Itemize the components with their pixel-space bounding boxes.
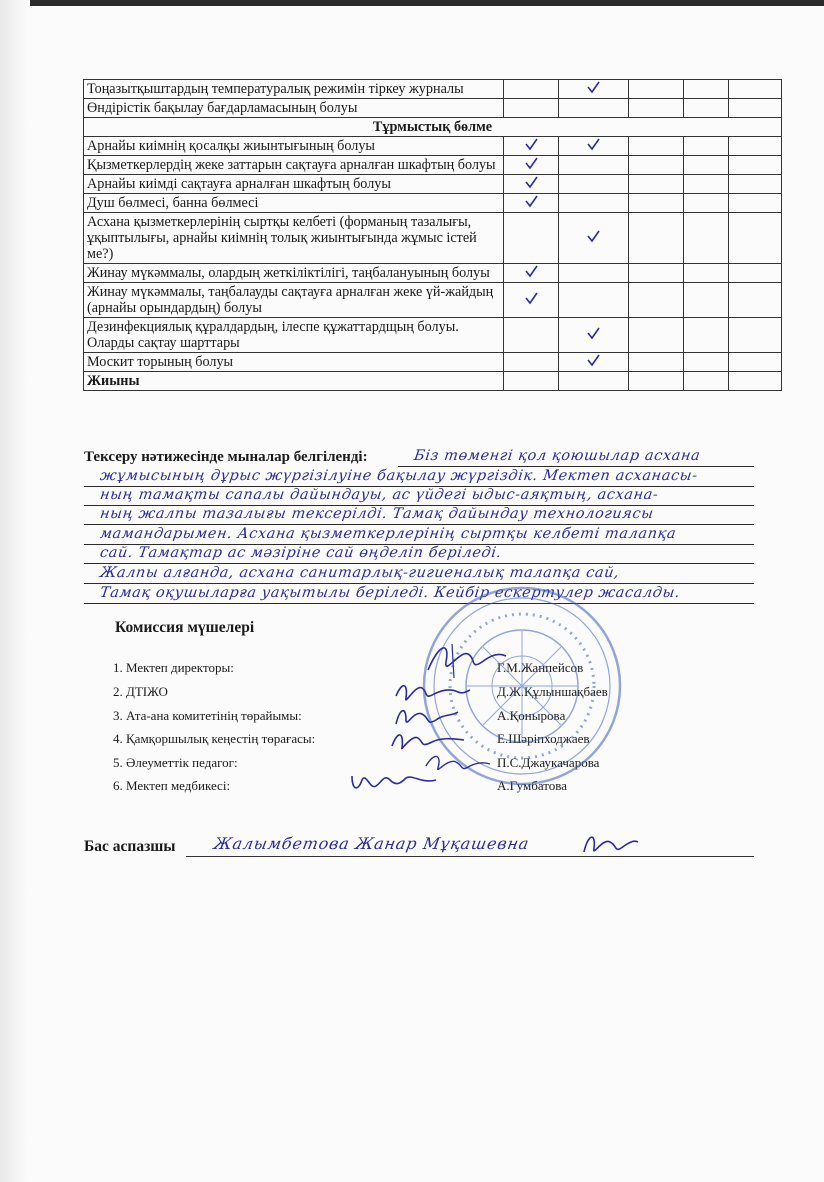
- checkmark-icon: [525, 265, 538, 278]
- mark-cell: [629, 80, 684, 99]
- mark-cell: [629, 175, 684, 194]
- mark-cell: [629, 264, 684, 283]
- mark-cell: [729, 194, 782, 213]
- mark-cell: [629, 318, 684, 353]
- checkmark-icon: [525, 292, 538, 305]
- handwritten-line: Тамақ оқушыларға уақытылы беріледі. Кейбір ескертулер жасалды.: [98, 585, 682, 601]
- mark-cell: [729, 99, 782, 118]
- table-row: [84, 137, 782, 156]
- handwritten-line: Жалпы алғанда, асхана санитарлық-гигиеналық талапқа сай,: [98, 565, 621, 581]
- table-row: [84, 118, 782, 137]
- mark-cell: [684, 264, 729, 283]
- member-role: 3. Ата-ана комитетінің төрайымы:: [113, 708, 302, 723]
- table-row: [84, 283, 782, 318]
- table-row: [84, 213, 782, 264]
- mark-cell: [559, 194, 629, 213]
- mark-cell: [629, 283, 684, 318]
- mark-cell: [629, 99, 684, 118]
- criterion-text: Асхана қызметкерлерінің сыртқы келбеті (форманың тазалығы, ұқыптылығы, арнайы киімнің толық жиынтығында жұмыс істей ме?): [84, 213, 504, 264]
- member-role: 1. Мектеп директоры:: [113, 660, 234, 675]
- handwritten-line: Біз төменгі қол қоюшылар асхана: [412, 448, 702, 464]
- chef-handwritten-name: Жалымбетова Жанар Мұқашевна: [212, 834, 531, 853]
- mark-cell: [629, 194, 684, 213]
- member-name: Г.М.Жанпейсов: [497, 660, 584, 675]
- ruled-line: [398, 466, 754, 467]
- mark-cell: [504, 175, 559, 194]
- criterion-text: Өндірістік бақылау бағдарламасының болуы: [84, 99, 504, 118]
- handwritten-line: сай. Тамақтар ас мәзіріне сай өңделіп беріледі.: [98, 545, 503, 561]
- criterion-text: Душ бөлмесі, банна бөлмесі: [84, 194, 504, 213]
- mark-cell: [559, 175, 629, 194]
- mark-cell: [684, 353, 729, 372]
- mark-cell: [559, 156, 629, 175]
- mark-cell: [559, 264, 629, 283]
- mark-cell: [629, 137, 684, 156]
- table-row: [84, 353, 782, 372]
- mark-cell: [504, 213, 559, 264]
- checkmark-icon: [525, 157, 538, 170]
- chef-label: Бас аспазшы: [84, 838, 176, 855]
- member-role: 2. ДТІЖО: [113, 684, 168, 699]
- mark-cell: [729, 137, 782, 156]
- mark-cell: [559, 372, 629, 391]
- table-row: [84, 372, 782, 391]
- member-name: П.С.Джаукачарова: [497, 755, 600, 770]
- table-row: [84, 99, 782, 118]
- mark-cell: [729, 264, 782, 283]
- mark-cell: [684, 283, 729, 318]
- mark-cell: [629, 372, 684, 391]
- paper-edge-shadow: [0, 0, 30, 1182]
- inspection-table: [83, 79, 782, 391]
- handwritten-line: ның тамақты сапалы дайындауы, ас үйдегі ыдыс-аяқтың, асхана-: [98, 487, 660, 503]
- mark-cell: [504, 372, 559, 391]
- criterion-text: Москит торының болуы: [84, 353, 504, 372]
- mark-cell: [559, 353, 629, 372]
- mark-cell: [684, 213, 729, 264]
- mark-cell: [684, 137, 729, 156]
- mark-cell: [684, 372, 729, 391]
- checkmark-icon: [587, 327, 600, 340]
- mark-cell: [559, 99, 629, 118]
- criterion-text: Дезинфекциялық құралдардың, ілеспе құжаттардщың болуы. Оларды сақтау шарттары: [84, 318, 504, 353]
- director-signature-icon: [420, 640, 510, 680]
- mark-cell: [559, 318, 629, 353]
- mark-cell: [559, 213, 629, 264]
- table-row: [84, 318, 782, 353]
- mark-cell: [729, 175, 782, 194]
- handwritten-line: жұмысының дұрыс жүргізілуіне бақылау жүргіздік. Мектеп асханасы-: [98, 468, 699, 484]
- chef-signature-icon: [580, 828, 640, 860]
- table-row: [84, 80, 782, 99]
- mark-cell: [684, 318, 729, 353]
- findings-label: Тексеру нәтижесінде мыналар белгіленді:: [84, 449, 368, 465]
- table-row: [84, 264, 782, 283]
- mark-cell: [504, 137, 559, 156]
- criterion-text: Арнайы киімнің қосалқы жиынтығының болуы: [84, 137, 504, 156]
- nurse-signature-icon: [348, 766, 438, 798]
- member-name: А.Гумбатова: [497, 778, 568, 793]
- mark-cell: [504, 353, 559, 372]
- checkmark-icon: [587, 81, 600, 94]
- table-row: [84, 194, 782, 213]
- section-header: Тұрмыстық бөлме: [84, 118, 782, 137]
- member-name: Е.Шәріпходжаев: [497, 731, 590, 746]
- criterion-text: Тоңазытқыштардың температуралық режимін тіркеу журналы: [84, 80, 504, 99]
- mark-cell: [629, 213, 684, 264]
- checkmark-icon: [587, 230, 600, 243]
- mark-cell: [559, 80, 629, 99]
- ruled-line: [84, 524, 754, 525]
- mark-cell: [504, 264, 559, 283]
- mark-cell: [684, 99, 729, 118]
- mark-cell: [729, 213, 782, 264]
- table-row: [84, 175, 782, 194]
- mark-cell: [629, 156, 684, 175]
- mark-cell: [729, 80, 782, 99]
- criterion-text: Қызметкерлердің жеке заттарын сақтауға арналған шкафтың болуы: [84, 156, 504, 175]
- commission-title: Комиссия мүшелері: [115, 619, 255, 636]
- mark-cell: [504, 194, 559, 213]
- member-role: 5. Әлеуметтік педагог:: [113, 755, 238, 770]
- checkmark-icon: [525, 176, 538, 189]
- mark-cell: [504, 99, 559, 118]
- mark-cell: [684, 194, 729, 213]
- mark-cell: [729, 156, 782, 175]
- criterion-text: Арнайы киімді сақтауға арналған шкафтың болуы: [84, 175, 504, 194]
- handwritten-line: мамандарымен. Асхана қызметкерлерінің сыртқы келбеті талапқа: [98, 526, 678, 542]
- mark-cell: [729, 353, 782, 372]
- total-label: Жиыны: [84, 372, 504, 391]
- mark-cell: [559, 283, 629, 318]
- checkmark-icon: [587, 138, 600, 151]
- mark-cell: [504, 156, 559, 175]
- member-role: 4. Қамқоршылық кеңестің төрағасы:: [113, 731, 316, 746]
- mark-cell: [684, 175, 729, 194]
- member-role: 6. Мектеп медбикесі:: [113, 778, 231, 793]
- mark-cell: [684, 156, 729, 175]
- mark-cell: [504, 80, 559, 99]
- table-row: [84, 156, 782, 175]
- member-name: Д.Ж.Құлыншақбаев: [497, 684, 608, 699]
- handwritten-line: ның жалпы тазалығы тексерілді. Тамақ дайындау технологиясы: [98, 506, 655, 522]
- criterion-text: Жинау мүкәммалы, олардың жеткіліктілігі, таңбалануының болуы: [84, 264, 504, 283]
- checkmark-icon: [525, 195, 538, 208]
- member-name: А.Қоныровa: [497, 708, 566, 723]
- criterion-text: Жинау мүкәммалы, таңбалауды сақтауға арналған жеке үй-жайдың (арнайы орындардың) болуы: [84, 283, 504, 318]
- mark-cell: [684, 80, 729, 99]
- ruled-line: [84, 563, 754, 564]
- mark-cell: [729, 318, 782, 353]
- mark-cell: [504, 283, 559, 318]
- mark-cell: [729, 372, 782, 391]
- mark-cell: [559, 137, 629, 156]
- top-dark-strip: [0, 0, 824, 6]
- checkmark-icon: [525, 138, 538, 151]
- mark-cell: [629, 353, 684, 372]
- checkmark-icon: [587, 354, 600, 367]
- chef-signature-line: [186, 856, 754, 857]
- mark-cell: [504, 318, 559, 353]
- mark-cell: [729, 283, 782, 318]
